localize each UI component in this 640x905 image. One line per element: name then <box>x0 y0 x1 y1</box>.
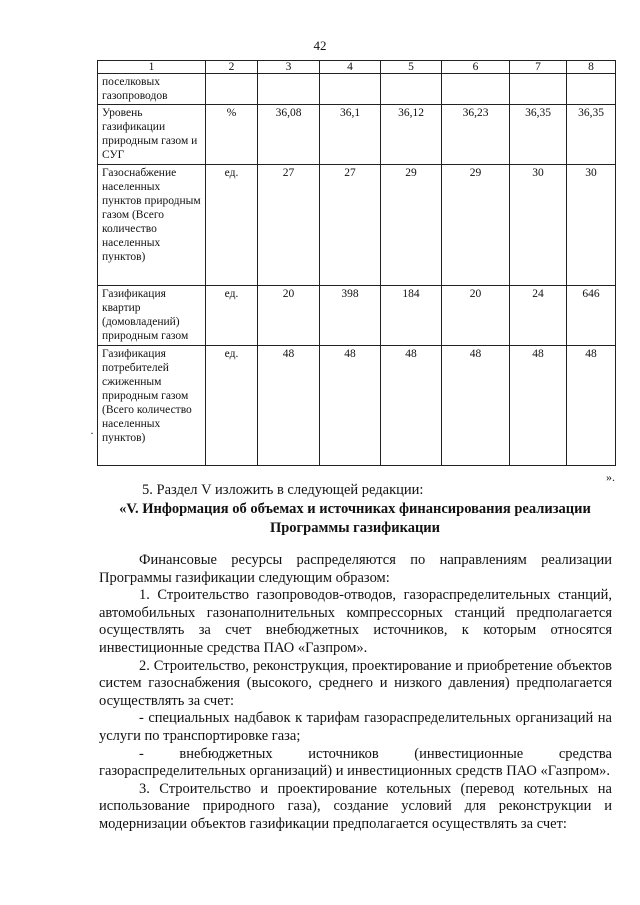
value-cell: 36,35 <box>567 105 616 165</box>
table-row <box>98 105 616 165</box>
value-cell: 184 <box>381 286 442 346</box>
value-cell: 36,1 <box>320 105 381 165</box>
paragraph: 3. Строительство и проектирование котельных (перевод котельных на использование природного газа), создание условий для реконструкции и модернизации объектов газификации предполагается осуществлять за счет: <box>99 780 612 832</box>
value-cell <box>258 74 320 105</box>
column-header: 3 <box>258 61 320 74</box>
table-row <box>98 74 616 105</box>
indicator-name: Уровень газификации природным газом и СУГ <box>98 105 206 165</box>
value-cell: 27 <box>320 165 381 286</box>
value-cell: 398 <box>320 286 381 346</box>
value-cell: 48 <box>442 346 510 466</box>
indicator-name: Газификация квартир (домовладений) природным газом <box>98 286 206 346</box>
paragraph: Финансовые ресурсы распределяются по направлениям реализации Программы газификации следующим образом: <box>99 552 612 586</box>
value-cell <box>442 74 510 105</box>
unit-cell: ед. <box>206 286 258 346</box>
value-cell: 48 <box>320 346 381 466</box>
value-cell <box>567 74 616 105</box>
value-cell: 48 <box>258 346 320 466</box>
column-header: 4 <box>320 61 381 74</box>
table-row <box>98 165 616 286</box>
value-cell: 30 <box>510 165 567 286</box>
value-cell: 48 <box>381 346 442 466</box>
value-cell: 30 <box>567 165 616 286</box>
page-number: 42 <box>313 38 327 53</box>
paragraph: 1. Строительство газопроводов-отводов, газораспределительных станций, автомобильных газонаполнительных компрессорных станций предполагается осуществлять за счет внебюджетных источников, к которым относятся инвестиционные средства ПАО «Газпром». <box>99 587 612 656</box>
value-cell: 27 <box>258 165 320 286</box>
value-cell: 48 <box>510 346 567 466</box>
value-cell <box>381 74 442 105</box>
closing-quote-mark: ». <box>606 470 615 484</box>
gasification-indicators-table <box>97 60 616 466</box>
column-header: 7 <box>510 61 567 74</box>
value-cell: 48 <box>567 346 616 466</box>
value-cell: 20 <box>258 286 320 346</box>
table-row <box>98 346 616 466</box>
column-header: 1 <box>98 61 206 74</box>
value-cell: 36,08 <box>258 105 320 165</box>
table-header-row <box>98 61 616 74</box>
unit-cell: % <box>206 105 258 165</box>
unit-cell: ед. <box>206 346 258 466</box>
column-header: 5 <box>381 61 442 74</box>
value-cell: 36,12 <box>381 105 442 165</box>
section-heading: «V. Информация об объемах и источниках финансирования реализации Программы газификации <box>119 501 591 536</box>
paragraph: - внебюджетных источников (инвестиционные средства газораспределительных организаций) и инвестиционных средств ПАО «Газпром». <box>99 745 612 780</box>
value-cell: 24 <box>510 286 567 346</box>
body-text <box>99 552 612 834</box>
value-cell <box>510 74 567 105</box>
indicator-name: поселковых газопроводов <box>98 74 206 105</box>
margin-dot: · <box>90 426 94 440</box>
unit-cell: ед. <box>206 165 258 286</box>
value-cell: 29 <box>381 165 442 286</box>
indicator-name: Газификация потребителей сжиженным природным газом (Всего количество населенных пунктов) <box>98 346 206 466</box>
value-cell: 29 <box>442 165 510 286</box>
value-cell: 20 <box>442 286 510 346</box>
paragraph: - специальных надбавок к тарифам газораспределительных организаций на услуги по транспортировке газа; <box>99 710 612 744</box>
paragraph: 2. Строительство, реконструкция, проектирование и приобретение объектов систем газоснабжения (высокого, среднего и низкого давления) предполагается осуществлять за счет: <box>99 657 612 709</box>
value-cell: 36,35 <box>510 105 567 165</box>
column-header: 6 <box>442 61 510 74</box>
column-header: 8 <box>567 61 616 74</box>
indicator-name: Газоснабжение населенных пунктов природным газом (Всего количество населенных пунктов) <box>98 165 206 286</box>
table-row <box>98 286 616 346</box>
value-cell <box>320 74 381 105</box>
value-cell: 646 <box>567 286 616 346</box>
value-cell: 36,23 <box>442 105 510 165</box>
section-intro: 5. Раздел V изложить в следующей редакции: <box>142 482 424 498</box>
unit-cell <box>206 74 258 105</box>
column-header: 2 <box>206 61 258 74</box>
